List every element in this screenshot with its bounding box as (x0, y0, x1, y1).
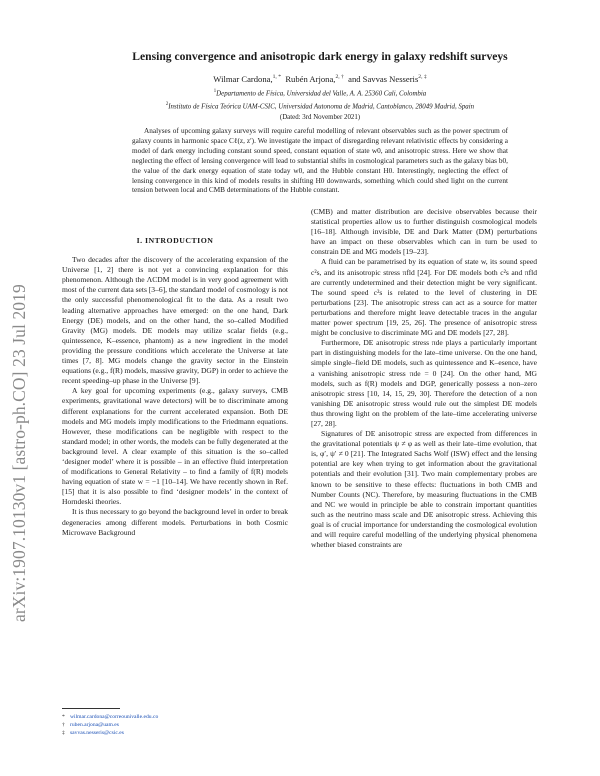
email-link[interactable]: savvas.nesseris@csic.es (70, 730, 124, 736)
email-link[interactable]: wilmar.cardona@correounivalle.edu.co (70, 714, 159, 720)
arxiv-side-stamp (4, 222, 34, 622)
right-column (311, 207, 537, 550)
affiliation-text: Departamento de Física, Universidad del Valle, A. A. 25360 Cali, Colombia (216, 90, 427, 98)
affiliation-text: Instituto de Física Teórica UAM-CSIC, Universidad Autonoma de Madrid, Cantoblanco, 28049 Madrid, Spain (168, 103, 475, 111)
author-name: Rubén Arjona, (285, 74, 336, 84)
author-marks: 2, ‡ (418, 74, 427, 81)
date-line: (Dated: 3rd November 2021) (279, 113, 361, 121)
affiliations (60, 87, 580, 123)
body-paragraph: It is thus necessary to go beyond the background level in order to break degeneracies among different models. Perturbations in both Cosmic Microwave Background (62, 507, 288, 537)
footnote-mark: † (62, 722, 65, 728)
email-link[interactable]: ruben.arjona@uam.es (70, 722, 119, 728)
body-paragraph: (CMB) and matter distribution are decisive observables because their statistical properties allow us to further distinguish cosmological models [16–18]. Although invisible, DE and Dark Matter (DM) perturbations have an impact on these observables which can in turn be used to constrain DE and MG models [19–23]. (311, 207, 537, 257)
footnote (62, 721, 288, 729)
arxiv-identifier: arXiv:1907.10130v1 [astro-ph.CO] 23 Jul 2019 (9, 284, 29, 622)
footnote-mark: ‡ (62, 730, 65, 736)
body-paragraph: Furthermore, DE anisotropic stress πde plays a particularly important part in distinguishing models for the late–time universe. On the one hand, simple single–field DE models, such as quintessence and K–esence, have a vanishing anisotropic stress πde = 0 [24]. On the other hand, MG models, such as f(R) models and DGP, generically possess a non–zero anisotropic stress [10, 14, 15, 29, 30]. Therefore the detection of a non vanishing DE anisotropic stress would rule out the simplest DE models thus throwing light on the problem of the late–time accelerating universe [27, 28]. (311, 338, 537, 428)
body-paragraph: Signatures of DE anisotropic stress are expected from differences in the gravitational potentials ψ ≠ φ as well as their late–time evolution, that is, φ′, ψ′ ≠ 0 [21]. The Integrated Sachs Wolf (ISW) effect and the lensing potential are key when trying to get information about the gravitational potentials and their evolution [31]. Two main complementary probes are known to be sensitive to these effects: fluctuations in both CMB and Number Counts (NC). Therefore, by measuring fluctuations in the CMB and NC we would in principle be able to constrain important quantities such as the neutrino mass scale and DE anisotropic stress. Achieving this goal is of crucial importance for understanding the cosmological evolution and will require careful modelling of the underlying physical phenomena whether biased constraints are (311, 429, 537, 550)
footnote (62, 729, 288, 737)
footnote-rule (62, 708, 120, 709)
footnotes (62, 713, 288, 737)
affiliation (60, 100, 580, 113)
affiliation (60, 87, 580, 100)
body-paragraph: Two decades after the discovery of the accelerating expansion of the Universe [1, 2] there is not yet a convincing explanation for this phenomenon. Although the ΛCDM model is in very good agreement with most of the current data sets [3–6], the standard model of cosmology is not the only successful phenomenological fit to the data. As a result two leading alternative approaches have emerged: on the one hand, Dark Energy (DE) models, and on the other hand, the so–called Modified Gravity (MG) models. DE models may utilize scalar fields (e.g., quintessence, K–essence, phantom) as a new ingredient in the model providing the pressure conditions which accelerate the Universe at late times [7, 8]. MG models change the gravity sector in the Einstein equations (e.g., f(R) models, massive gravity, DGP) in order to achieve the recent speeding–up phase in the Universe [9]. (62, 255, 288, 386)
affiliation-mark: 1 (213, 89, 217, 94)
body-paragraph: A fluid can be parametrised by its equation of state w, its sound speed c²s, and its anisotropic stress πfld [24]. For DE models both c²s and πfld are currently undetermined and their detection might be very significant. The sound speed c²s is related to the level of clustering in DE perturbations [23]. The anisotropic stress can act as a source for matter perturbations and therefore might leave detectable traces in the angular matter power spectrum [19, 25, 26]. The presence of anisotropic stress might be conclusive to discriminate MG and DE models [27, 28]. (311, 257, 537, 338)
author-name: Wilmar Cardona, (213, 74, 273, 84)
body-paragraph: A key goal for upcoming experiments (e.g., galaxy surveys, CMB experiments, gravitational wave detectors) will be to discriminate among different explanations for the current accelerated expansion. Both DE models and MG models imply modifications to the Friedmann equations. However, these modifications can be negligible with respect to the standard model; in other words, the models can be fully degenerated at the background level. A clear example of this situation is the so–called ‘designer model’ where it is possible – in an effective fluid interpretation of modifications to General Relativity – to find a family of f(R) models having equation of state w = −1 [10–14]. We have recently shown in Ref. [15] that it is also possible to find ‘designer models’ in the context of Horndeski theories. (62, 386, 288, 507)
author-list (60, 74, 580, 84)
paper-title: Lensing convergence and anisotropic dark energy in galaxy redshift surveys (132, 50, 508, 63)
left-column (62, 236, 288, 538)
author-marks: 1, * (272, 74, 282, 81)
author-name: and Savvas Nesseris (348, 74, 419, 84)
affiliation-mark: 2 (165, 101, 169, 107)
abstract: Analyses of upcoming galaxy surveys will require careful modelling of relevant observables such as the power spectrum of galaxy counts in harmonic space Cℓ(z, z′). We investigate the impact of disregarding relevant relativistic effects by considering a model of dark energy including constant sound speed, constant equation of state w0, and anisotropic stress. Here we show that neglecting the effect of lensing convergence will lead to substantial shifts in cosmological parameters such as the galaxy bias b0, the value of the dark energy equation of state today w0, and the Hubble constant H0. Interestingly, neglecting the effect of lensing convergence in this kind of models results in shifting H0 downwards, something which could shed light on the current tension between local and CMB determinations of the Hubble constant. (132, 127, 508, 195)
author-marks: 2, † (335, 74, 344, 81)
footnote (62, 713, 288, 721)
footnote-mark: * (62, 714, 65, 720)
section-heading: I. INTRODUCTION (136, 236, 214, 245)
